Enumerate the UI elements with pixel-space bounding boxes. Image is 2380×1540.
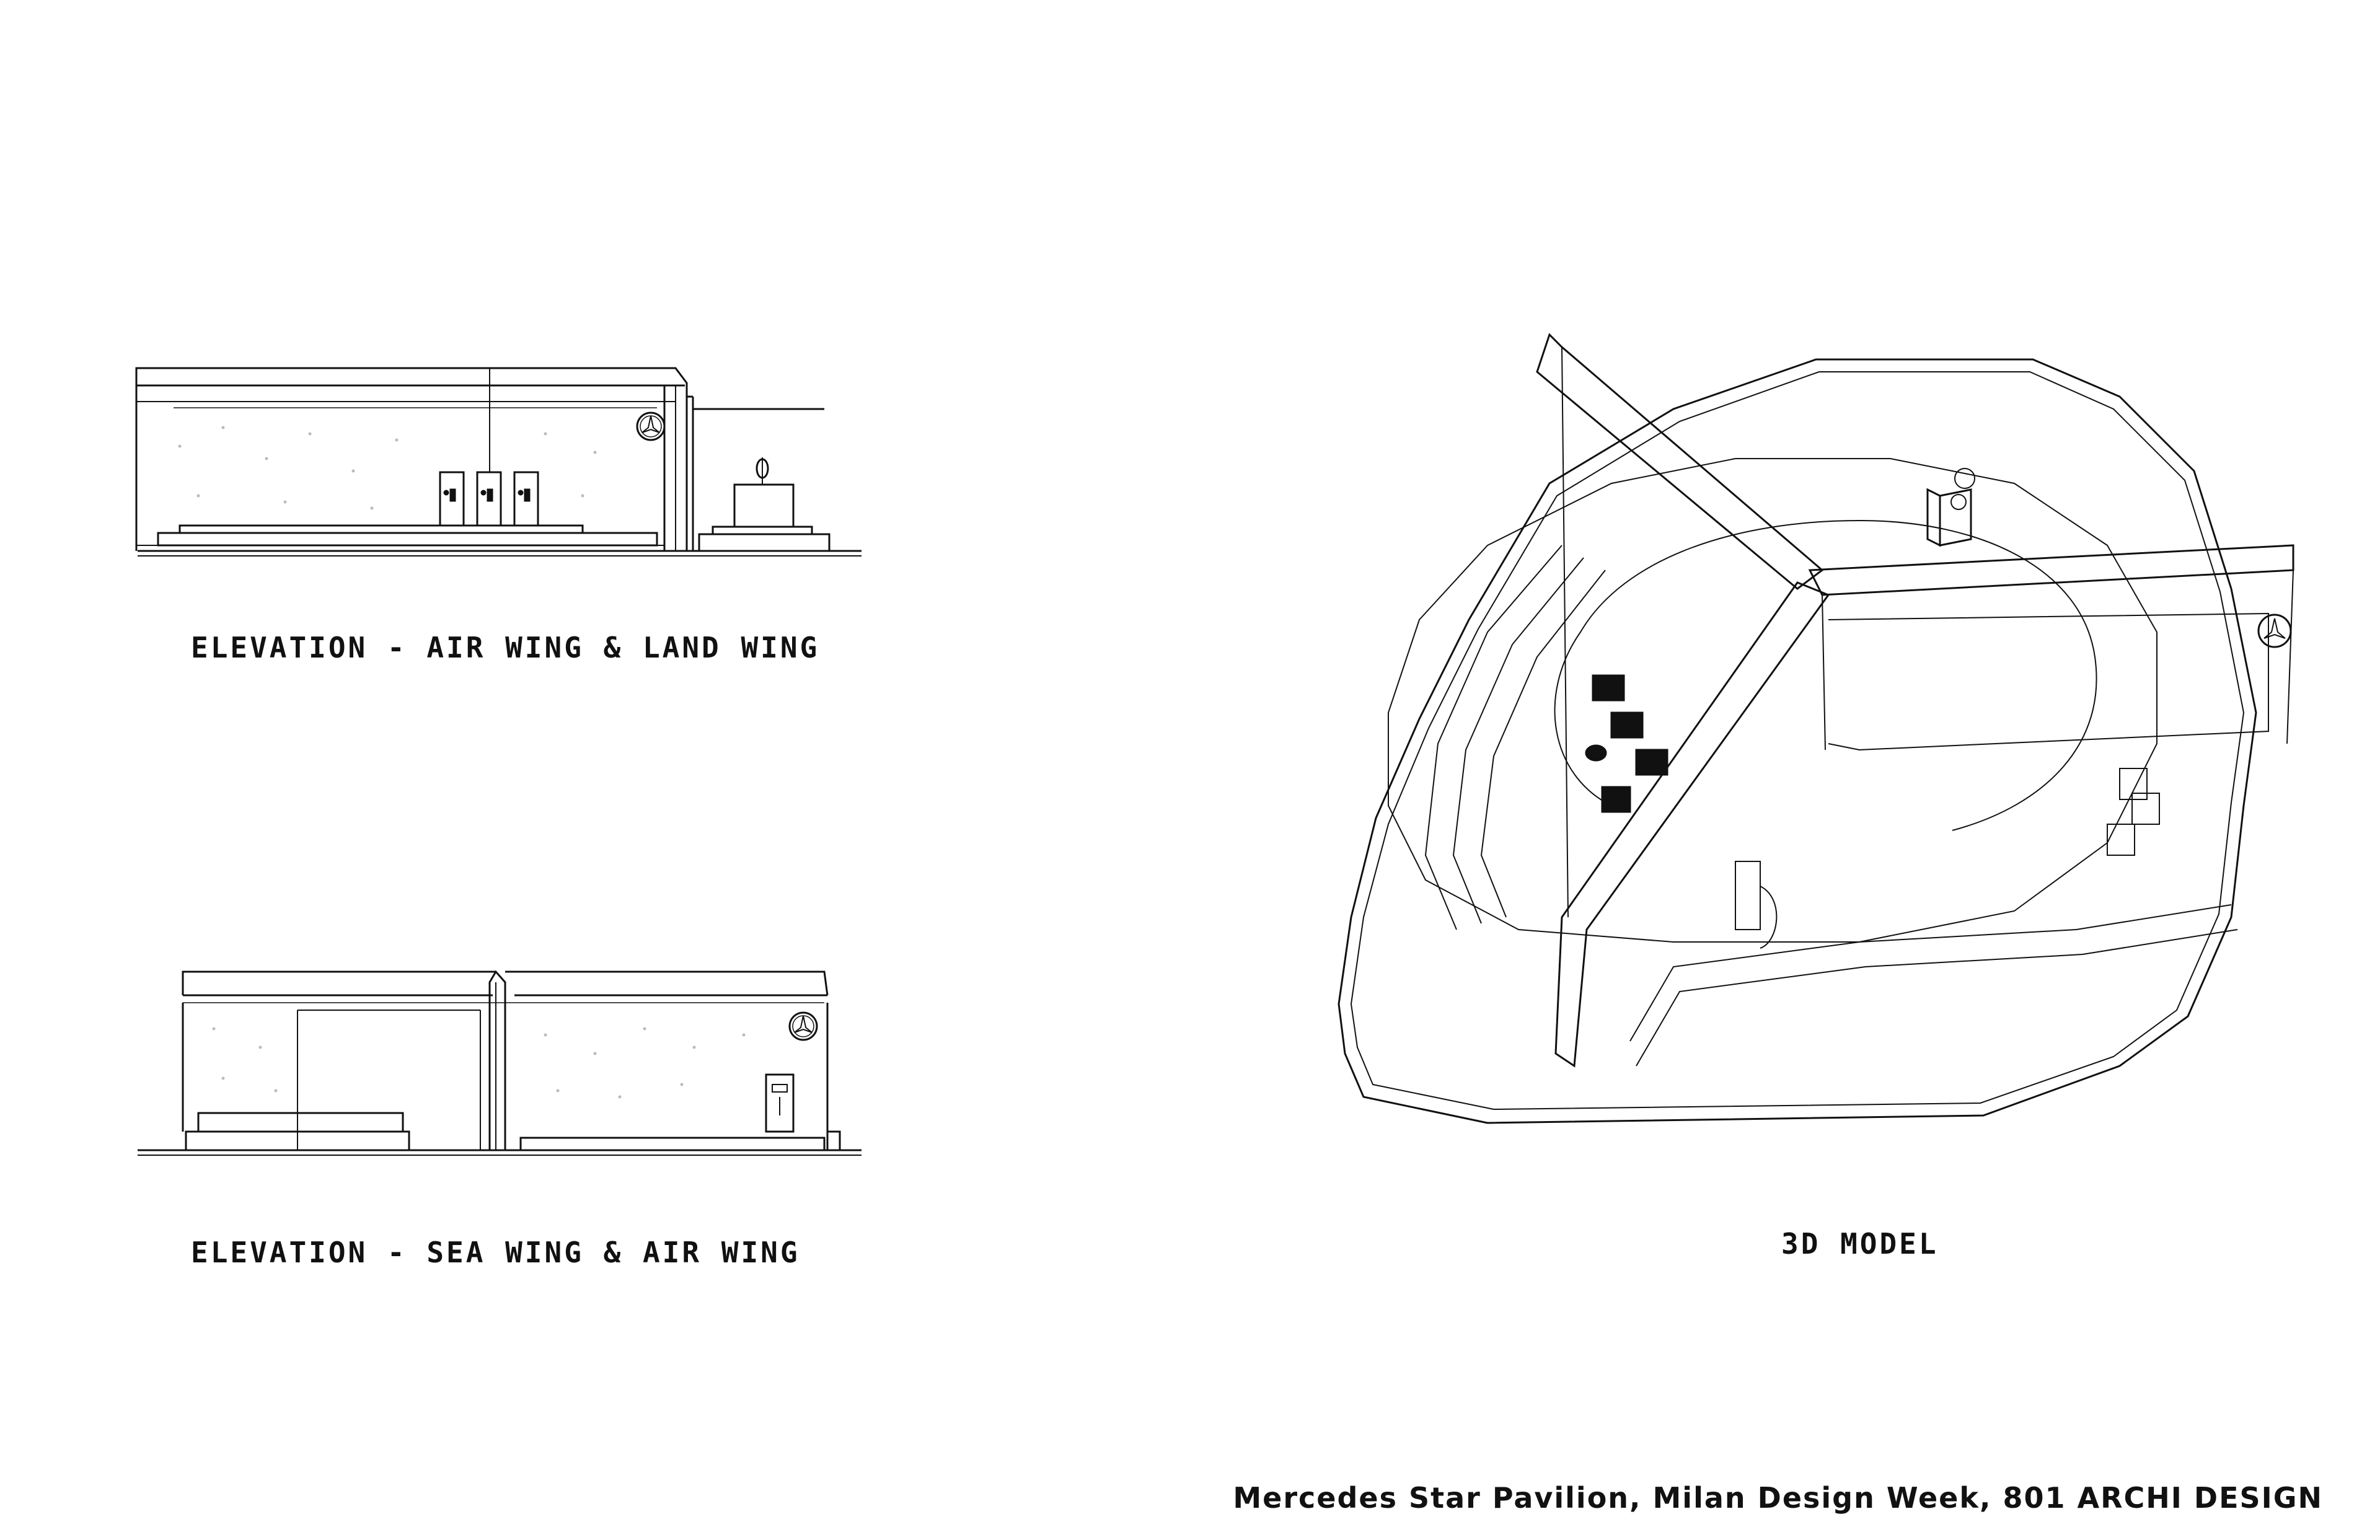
- 3d-model-caption: 3D MODEL: [1781, 1227, 1939, 1261]
- display-plinth: [1940, 490, 1971, 545]
- outer-ring: [1339, 359, 2256, 1123]
- wall-sea: [1556, 583, 1828, 1066]
- mercedes-star-icon: [2259, 615, 2291, 647]
- charging-station: [1735, 861, 1760, 930]
- elevation-2-caption: ELEVATION - SEA WING & AIR WING: [191, 1236, 800, 1269]
- elevation-1-caption: ELEVATION - AIR WING & LAND WING: [191, 631, 820, 664]
- project-credit: Mercedes Star Pavilion, Milan Design Week, 801 ARCHI DESIGN: [1233, 1481, 2323, 1515]
